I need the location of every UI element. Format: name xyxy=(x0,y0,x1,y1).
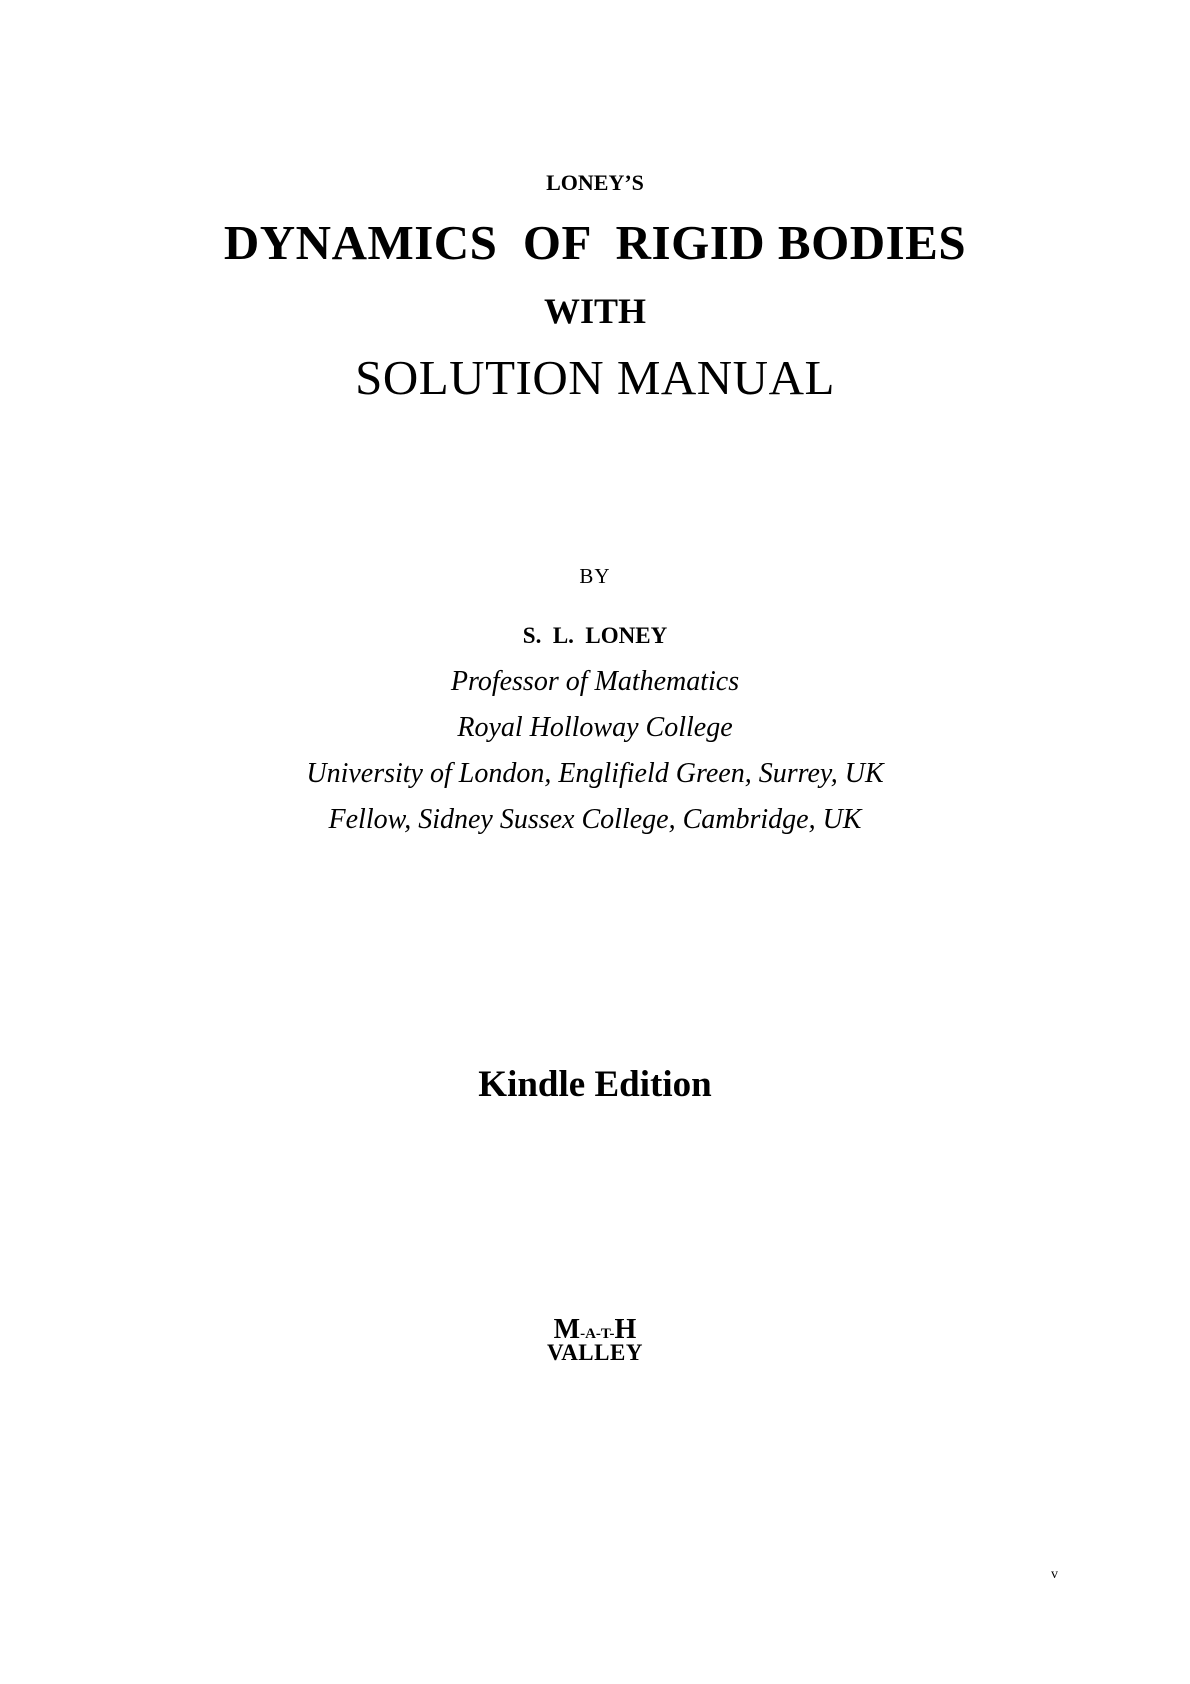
page-number: v xyxy=(1051,1567,1058,1582)
by-label: BY xyxy=(579,564,611,588)
publisher-logo-bottom: VALLEY xyxy=(547,1340,643,1365)
book-subtitle: SOLUTION MANUAL xyxy=(355,350,835,405)
author-affiliation: Professor of Mathematics xyxy=(450,666,740,697)
series-label: LONEY’S xyxy=(546,170,644,195)
edition-label: Kindle Edition xyxy=(478,1064,712,1105)
book-title: DYNAMICS OF RIGID BODIES xyxy=(223,215,967,270)
author-name: S. L. LONEY xyxy=(522,623,668,648)
logo-letter-h: H xyxy=(614,1314,637,1345)
logo-letters-mid: -A-T- xyxy=(580,1326,615,1342)
logo-letter-m: M xyxy=(553,1314,581,1345)
title-connector: WITH xyxy=(543,291,647,331)
author-affiliation: University of London, Englifield Green, Surrey, UK xyxy=(306,758,884,789)
author-affiliation: Fellow, Sidney Sussex College, Cambridge, UK xyxy=(328,804,862,835)
publisher-logo xyxy=(0,1316,1190,1364)
author-affiliation: Royal Holloway College xyxy=(457,712,733,743)
